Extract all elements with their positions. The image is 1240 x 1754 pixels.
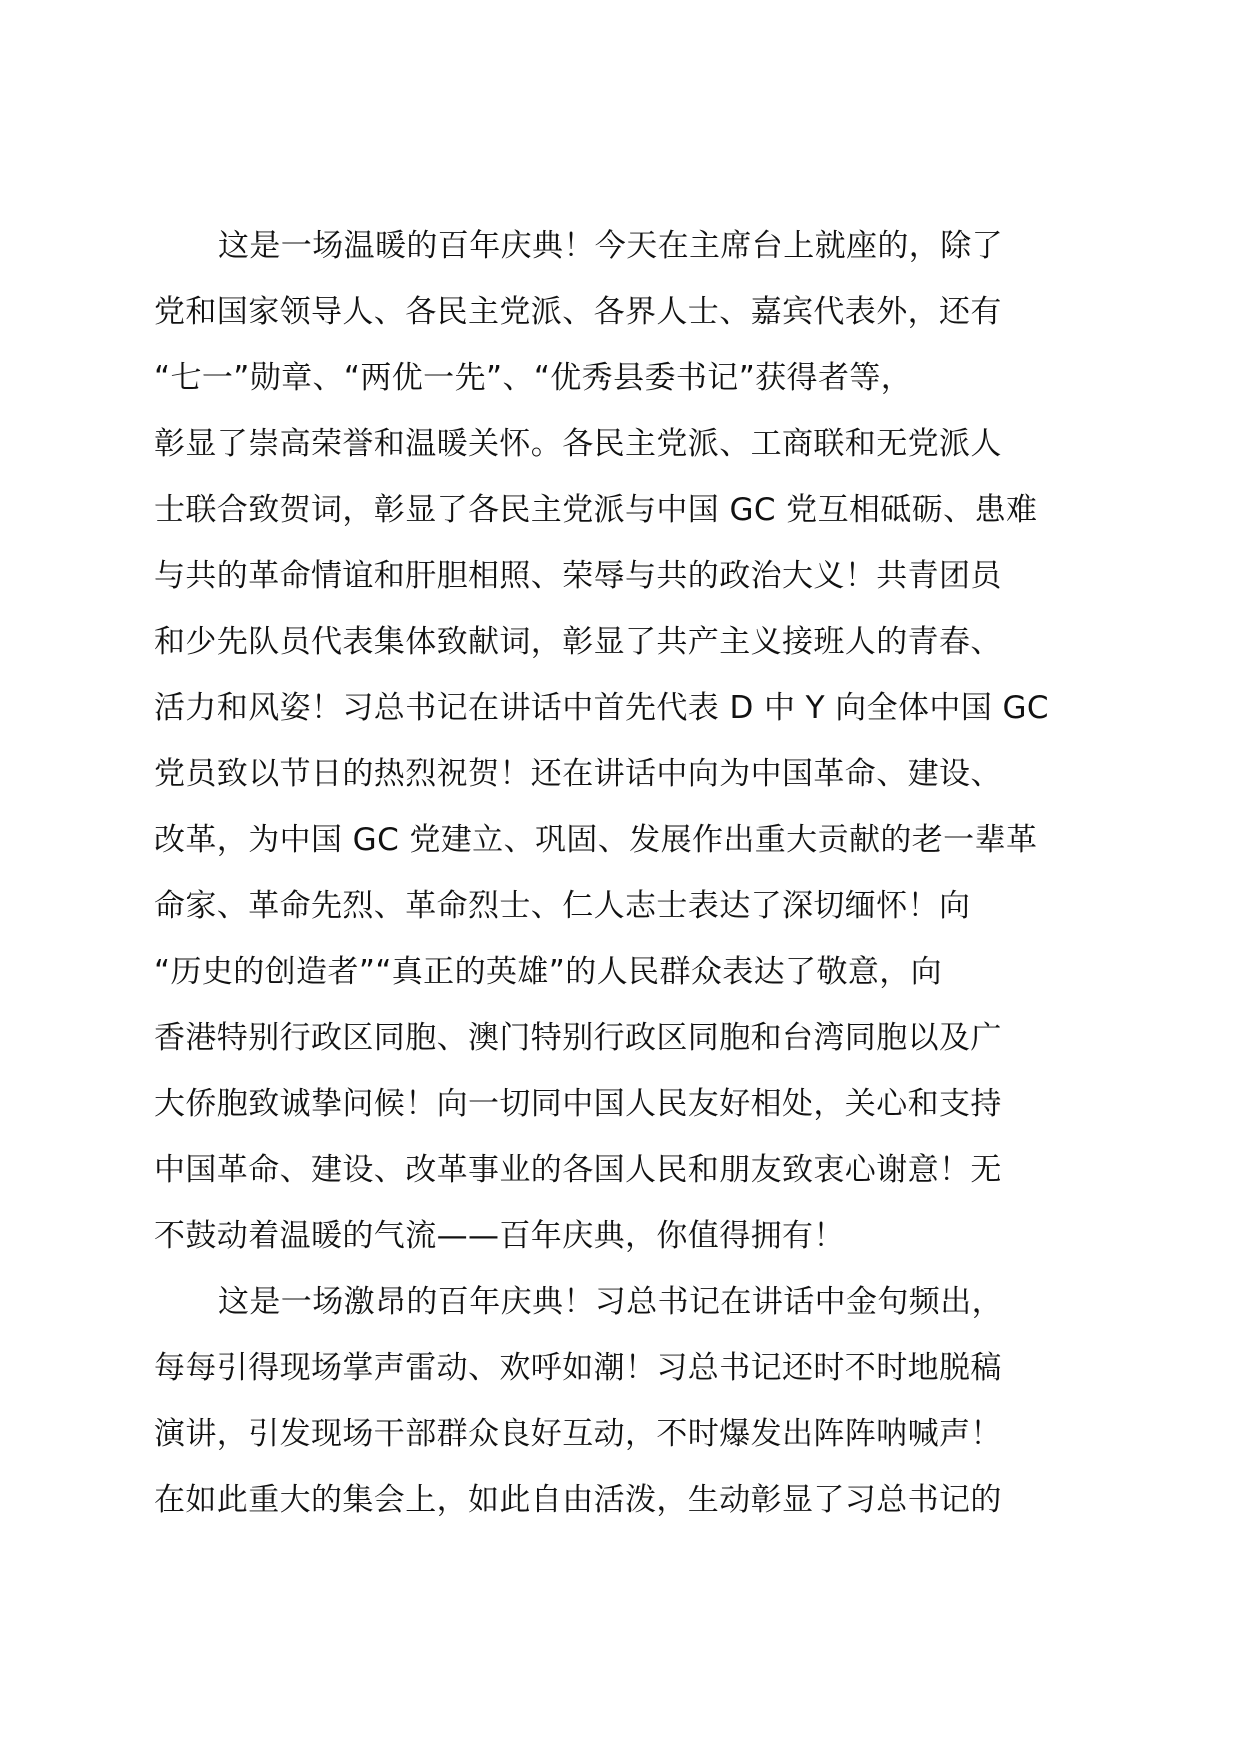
- text-line: 香港特别行政区同胞、澳门特别行政区同胞和台湾同胞以及广: [154, 1020, 1002, 1056]
- text-line: 党员致以节日的热烈祝贺！还在讲话中向为中国革命、建设、: [154, 756, 1002, 792]
- text-line: 不鼓动着温暖的气流——百年庆典，你值得拥有！: [154, 1218, 845, 1254]
- text-line: 与共的革命情谊和肝胆相照、荣辱与共的政治大义！共青团员: [154, 558, 1002, 594]
- text-line: 党和国家领导人、各民主党派、各界人士、嘉宾代表外，还有: [154, 294, 1002, 330]
- paragraph-1: [154, 213, 1094, 1269]
- text-line: 和少先队员代表集体致献词，彰显了共产主义接班人的青春、: [154, 624, 1002, 660]
- text-line: 每每引得现场掌声雷动、欢呼如潮！习总书记还时不时地脱稿: [154, 1350, 1002, 1386]
- text-line: 大侨胞致诚挚问候！向一切同中国人民友好相处，关心和支持: [154, 1086, 1002, 1122]
- paragraph-2: [154, 1269, 1094, 1533]
- text-line: 演讲，引发现场干部群众良好互动，不时爆发出阵阵呐喊声！: [154, 1416, 1002, 1452]
- text-line: 活力和风姿！习总书记在讲话中首先代表 D 中 Y 向全体中国 GC: [154, 690, 1049, 726]
- text-line: 改革，为中国 GC 党建立、巩固、发展作出重大贡献的老一辈革: [154, 822, 1038, 858]
- text-line: “历史的创造者”“真正的英雄”的人民群众表达了敬意，向: [154, 954, 943, 990]
- document-body: [154, 213, 1094, 1533]
- text-line: 彰显了崇高荣誉和温暖关怀。各民主党派、工商联和无党派人: [154, 426, 1002, 462]
- text-line: 中国革命、建设、改革事业的各国人民和朋友致衷心谢意！无: [154, 1152, 1002, 1188]
- text-line: 在如此重大的集会上，如此自由活泼，生动彰显了习总书记的: [154, 1482, 1002, 1518]
- text-line: 这是一场温暖的百年庆典！今天在主席台上就座的，除了: [218, 228, 1003, 264]
- text-line: 这是一场激昂的百年庆典！习总书记在讲话中金句频出，: [218, 1284, 1003, 1320]
- text-line: 命家、革命先烈、革命烈士、仁人志士表达了深切缅怀！向: [154, 888, 971, 924]
- text-line: 士联合致贺词，彰显了各民主党派与中国 GC 党互相砥砺、患难: [154, 492, 1038, 528]
- text-line: “七一”勋章、“两优一先”、“优秀县委书记”获得者等，: [154, 360, 913, 396]
